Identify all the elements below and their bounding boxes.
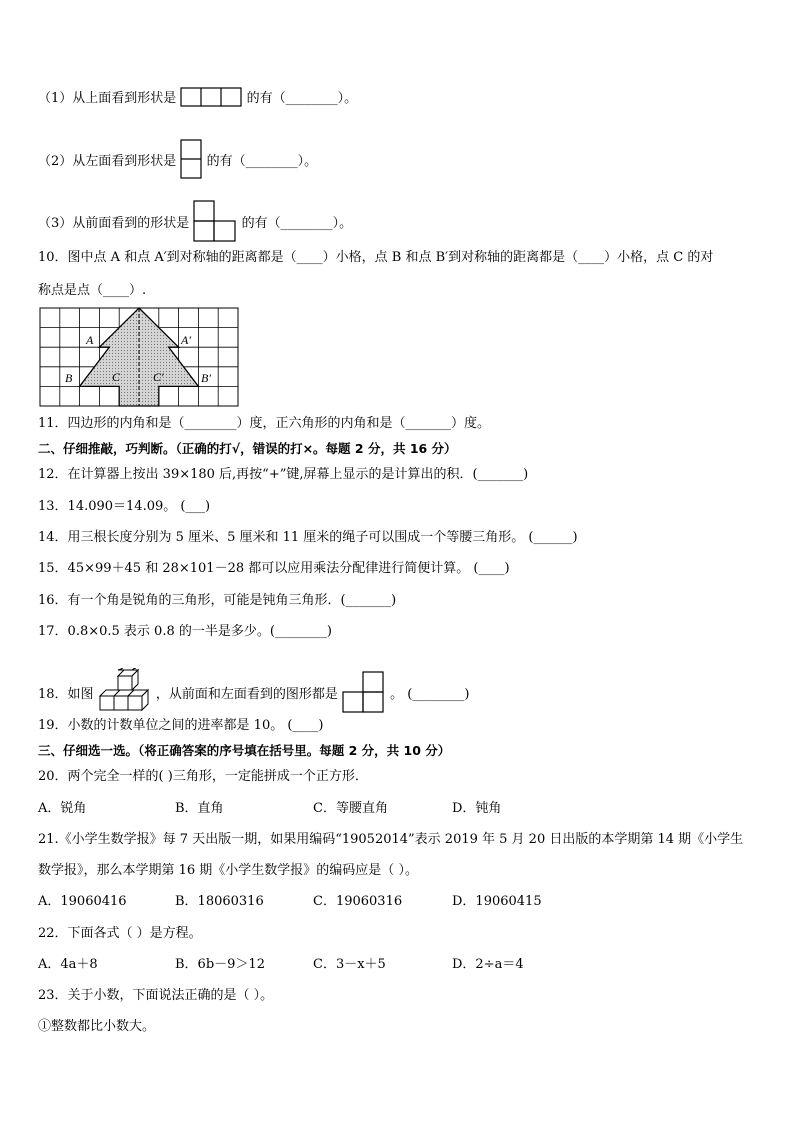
question-11: 11．四边形的内角和是（________）度，正六角形的内角和是（_______）度。 [38,416,491,431]
label-c: C [112,370,121,384]
label-b: B [65,371,73,385]
question-10-line-2: 称点是点（____）. [38,283,147,298]
question-15: 15．45×99＋45 和 28×101－28 都可以应用乘法分配律进行简便计算。 (____) [38,561,510,576]
q22-option-a: A．4a＋8 [38,957,98,972]
q21-option-b: B．18060316 [175,894,264,909]
q9-part1-answer: 的有（________）。 [246,91,358,106]
question-23-stem: 23．关于小数，下面说法正确的是（ ）。 [38,988,274,1003]
label-a-prime: A′ [181,333,191,347]
three-squares-l-figure-2 [342,671,386,713]
question-16: 16．有一个角是锐角的三角形，可能是钝角三角形．(_______) [38,593,397,608]
q20-option-d: D．钝角 [452,801,502,816]
q9-part1-text: （1）从上面看到形状是 [38,91,177,106]
q22-option-b: B．6b－9＞12 [175,957,265,972]
question-18 [38,668,469,713]
q20-option-a: A．锐角 [38,801,87,816]
q22-option-d: D．2÷a＝4 [452,957,524,972]
q9-part3-text: （3）从前面看到的形状是 [38,216,190,231]
label-b-prime: B′ [201,371,211,385]
two-squares-column-figure [180,139,202,179]
q20-option-c: C．等腰直角 [313,801,388,816]
q9-part2-answer: 的有（________）。 [206,154,318,169]
q21-option-a: A．19060416 [38,894,127,909]
question-22-stem: 22．下面各式（ ）是方程。 [38,926,202,941]
three-squares-l-figure [193,200,237,242]
question-9-part-2 [38,139,317,179]
section-3-heading: 三、仔细选一选。（将正确答案的序号填在括号里。每题 2 分，共 10 分） [38,743,451,758]
q9-part3-answer: 的有（________）。 [241,216,353,231]
section-2-heading: 二、仔细推敲，巧判断。（正确的打√，错误的打×。每题 2 分，共 16 分） [38,441,457,456]
q18-text-after: 。 (________) [390,687,470,702]
question-17: 17．0.8×0.5 表示 0.8 的一半是多少。(________) [38,624,332,639]
question-13: 13．14.090＝14.09。 (___) [38,499,211,514]
q18-text-middle: ，从前面和左面看到的图形都是 [155,687,338,702]
tree-symmetry-grid-figure [39,307,239,407]
q9-part2-text: （2）从左面看到形状是 [38,154,177,169]
question-14: 14．用三根长度分别为 5 厘米、5 厘米和 11 厘米的绳子可以围成一个等腰三角形。 (______) [38,530,578,545]
question-21-line-2: 数学报》，那么本学期第 16 期《小学生数学报》的编码应是（ ）。 [38,863,418,878]
question-20-stem: 20．两个完全一样的( )三角形，一定能拼成一个正方形． [38,769,368,784]
label-a: A [86,333,94,347]
question-9-part-3 [38,200,352,242]
q21-option-c: C．19060316 [313,894,403,909]
label-c-prime: C′ [153,370,164,384]
question-9-part-1 [38,87,357,109]
question-19: 19．小数的计数单位之间的进率都是 10。 (____) [38,718,324,733]
q22-option-c: C．3－x＋5 [313,957,386,972]
question-21-line-1: 21.《小学生数学报》每 7 天出版一期，如果用编码“19052014”表示 2019 年 5 月 20 日出版的本学期第 14 期《小学生 [38,832,744,847]
question-10-line-1: 10．图中点 A 和点 A′到对称轴的距离都是（____）小格，点 B 和点 B′到对称轴的距离都是（____）小格，点 C 的对 [38,250,714,265]
q21-option-d: D．19060415 [452,894,542,909]
q20-option-b: B．直角 [175,801,224,816]
cube-stack-figure [98,668,152,712]
q18-text-before: 18．如图 [38,687,94,702]
question-23-item-1: ①整数都比小数大。 [38,1019,156,1034]
question-12: 12．在计算器上按出 39×180 后,再按“+”键,屏幕上显示的是计算出的积．(_______) [38,467,529,482]
three-squares-row-figure [180,87,242,107]
